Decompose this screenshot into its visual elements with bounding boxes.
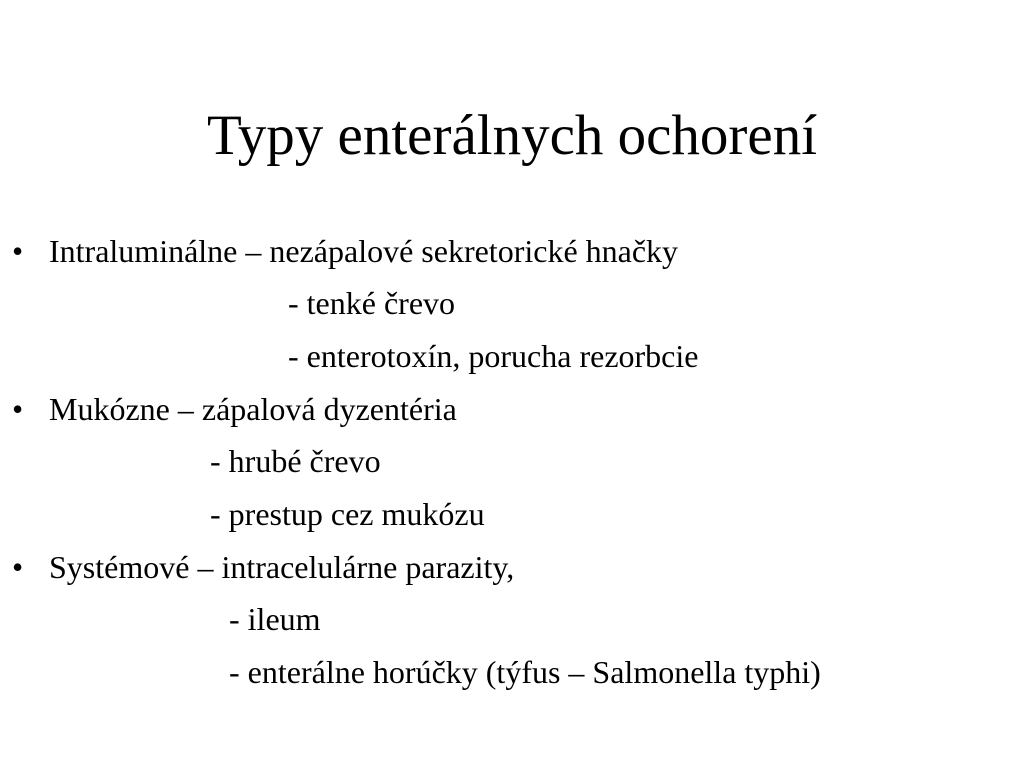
- bullet-item-intraluminal: Intraluminálne – nezápalové sekretorické hnačky: [49, 233, 679, 269]
- subitem-mucosa-passage: - prestup cez mukózu: [210, 496, 485, 532]
- slide-title: Typy enterálnych ochorení: [206, 104, 818, 167]
- subitem-large-intestine: - hrubé črevo: [210, 443, 381, 479]
- bullet-item-systemic: Systémové – intracelulárne parazity,: [49, 549, 515, 585]
- subitem-small-intestine: - tenké črevo: [288, 285, 456, 321]
- subitem-ileum: - ileum: [229, 601, 321, 637]
- bullet-icon: •: [12, 391, 24, 427]
- subitem-enterotoxin: - enterotoxín, porucha rezorbcie: [288, 338, 699, 374]
- bullet-icon: •: [12, 233, 24, 269]
- subitem-enteric-fever: - enterálne horúčky (týfus – Salmonella typhi): [229, 654, 821, 690]
- bullet-icon: •: [12, 549, 24, 585]
- bullet-item-mucosal: Mukózne – zápalová dyzentéria: [49, 391, 457, 427]
